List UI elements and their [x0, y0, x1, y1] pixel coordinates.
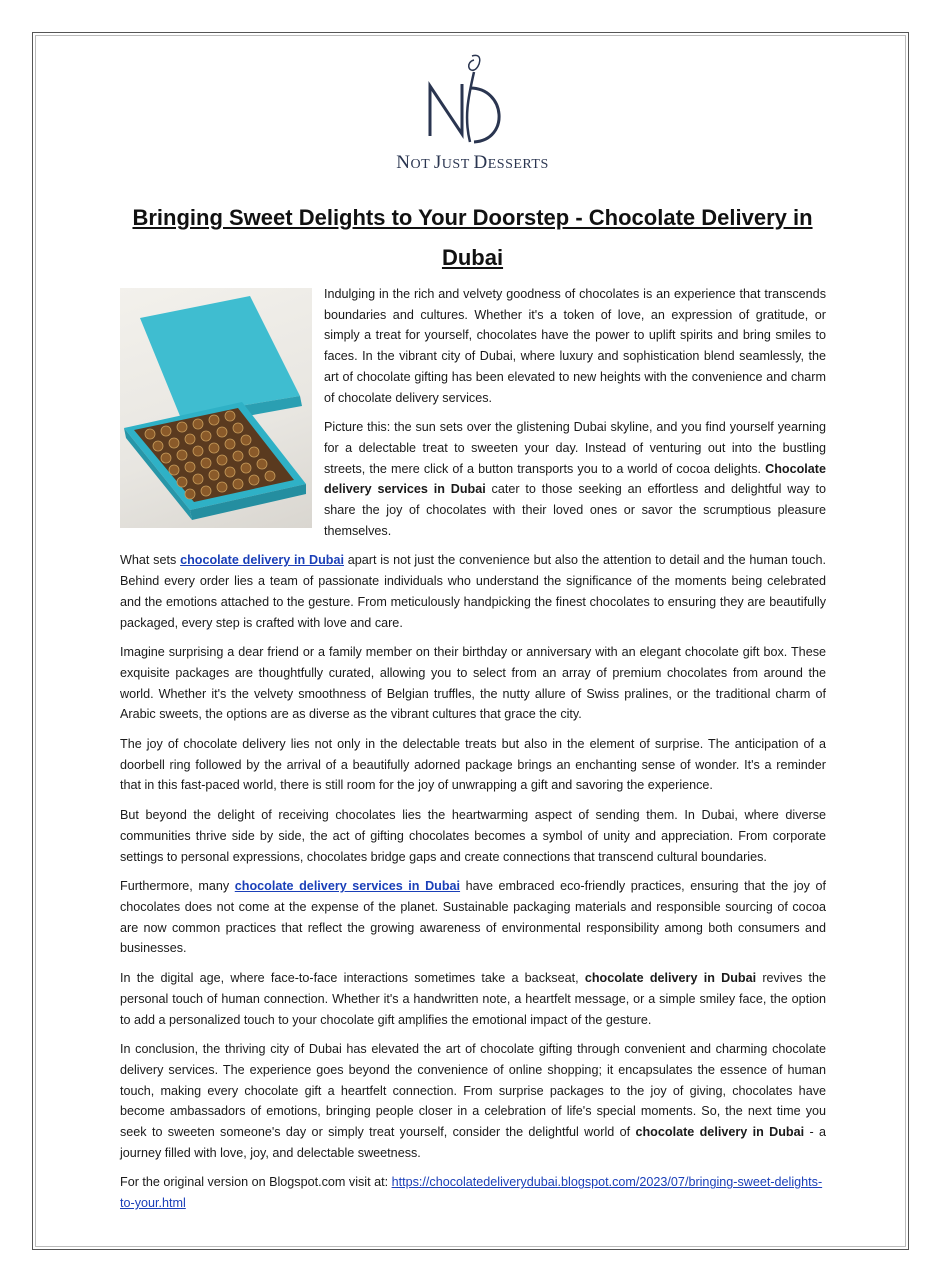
brand-logo — [0, 48, 945, 174]
brand-letter: J — [433, 152, 442, 173]
text: have embraced eco-friendly practices, ensuring that the joy of chocolates does not come at the expense of the planet. Sustainable packaging materials and responsible sourcing of cocoa are now common practices that reflect the growing awareness of environmental responsibility among both consumers and businesses. — [120, 879, 826, 956]
chocolate-delivery-link[interactable]: chocolate delivery in Dubai — [180, 553, 344, 568]
bold-text: Chocolate delivery services in Dubai — [324, 461, 826, 497]
text: revives the personal touch of human connection. Whether it's a handwritten note, a heartfelt message, or a simple smiley face, the option to add a personalized touch to your chocolate gift amplifies the emotional impact of the gesture. — [120, 971, 826, 1027]
article-body — [120, 284, 826, 1223]
bold-text: chocolate delivery in Dubai — [584, 971, 757, 986]
text: In the digital age, where face-to-face interactions sometimes take a backseat, — [120, 971, 585, 986]
text: cater to those seeking an effortless and delightful way to share the joy of chocolates with their loved ones or savor the scrumptious pleasure themselves. — [324, 482, 826, 538]
text: For the original version on Blogspot.com visit at: — [120, 1175, 392, 1190]
chocolate-box-image — [120, 288, 312, 528]
brand-letter: D — [473, 152, 488, 173]
text: What sets — [120, 553, 181, 568]
brand-letter: N — [396, 152, 411, 173]
paragraph — [120, 1172, 826, 1213]
brand-wordmark — [0, 152, 945, 174]
paragraph: The joy of chocolate delivery lies not only in the delectable treats but also in the element of surprise. The anticipation of a doorbell ring followed by the arrival of a beautifully adorned package brings an enchanting sense of wonder. It's a reminder that in this fast-paced world, there is still room for the joy of unwrapping a gift and savoring the experience. — [120, 737, 826, 793]
paragraph — [120, 968, 826, 1030]
paragraph — [120, 1039, 826, 1163]
paragraph: Imagine surprising a dear friend or a family member on their birthday or anniversary with an elegant chocolate gift box. These exquisite packages are thoughtfully curated, allowing you to select from an array of premium chocolates from around the world. Whether it's the velvety smoothness of Belgian truffles, the nutty allure of Swiss pralines, or the traditional charm of Arabic sweets, the options are as diverse as the vibrant cultures that grace the city. — [120, 645, 826, 722]
brand-letters: ESSERTS — [487, 157, 549, 172]
paragraph — [120, 550, 826, 633]
article-title: Bringing Sweet Delights to Your Doorstep - Chocolate Delivery in Dubai — [132, 205, 813, 270]
paragraph: But beyond the delight of receiving chocolates lies the heartwarming aspect of sending them. In Dubai, where diverse communities thrive side by side, the act of gifting chocolates becomes a symbol of unity and appreciation. From corporate settings to personal expressions, chocolates bridge gaps and create connections that transcend cultural boundaries. — [120, 808, 826, 864]
brand-letters: OT — [410, 157, 434, 172]
chocolate-box-illustration — [120, 288, 312, 528]
text: Furthermore, many — [120, 879, 235, 894]
brand-letters: UST — [441, 157, 474, 172]
text: In conclusion, the thriving city of Dubai has elevated the art of chocolate gifting through convenient and charming chocolate delivery services. The experience goes beyond the convenience of online shopping; it encapsulates the essence of human touch, making every chocolate gift a heartfelt connection. From surprise packages to the joy of giving, chocolates have become ambassadors of emotions, bringing people closer in a celebration of life's special moments. So, the next time you seek to sweeten someone's day or simply treat yourself, consider the delightful world of — [120, 1042, 826, 1140]
text: - a journey filled with love, joy, and delectable sweetness. — [120, 1125, 827, 1160]
paragraph: Indulging in the rich and velvety goodness of chocolates is an experience that transcends boundaries and cultures. Whether it's a token of love, an expression of gratitude, or simply a treat for yourself, chocolates have the power to uplift spirits and bring smiles to faces. In the vibrant city of Dubai, where luxury and sophistication blend seamlessly, the art of chocolate gifting has been elevated to new heights with the convenience and charm of chocolate delivery services. — [324, 287, 826, 405]
delivery-services-link[interactable]: chocolate delivery services in Dubai — [234, 879, 461, 894]
blogspot-source-link[interactable]: https://chocolatedeliverydubai.blogspot.com/2023/07/bringing-sweet-delights-to-your.html — [120, 1175, 823, 1211]
nd-monogram-icon — [418, 48, 528, 148]
paragraph — [120, 876, 826, 959]
text: Picture this: the sun sets over the glistening Dubai skyline, and you find yourself yearning for a delectable treat to sweeten your day. Instead of venturing out into the bustling streets, the mere click of a button transports you to a world of cocoa delights. — [324, 420, 826, 476]
text: apart is not just the convenience but also the attention to detail and the human touch. Behind every order lies a team of passionate individuals who understand the significance of the moments being celebrated and the emotions attached to the gesture. From meticulously handpicking the finest chocolates to ensuring they are beautifully packaged, every step is crafted with love and care. — [120, 553, 826, 630]
bold-text: chocolate delivery in Dubai — [635, 1125, 805, 1140]
